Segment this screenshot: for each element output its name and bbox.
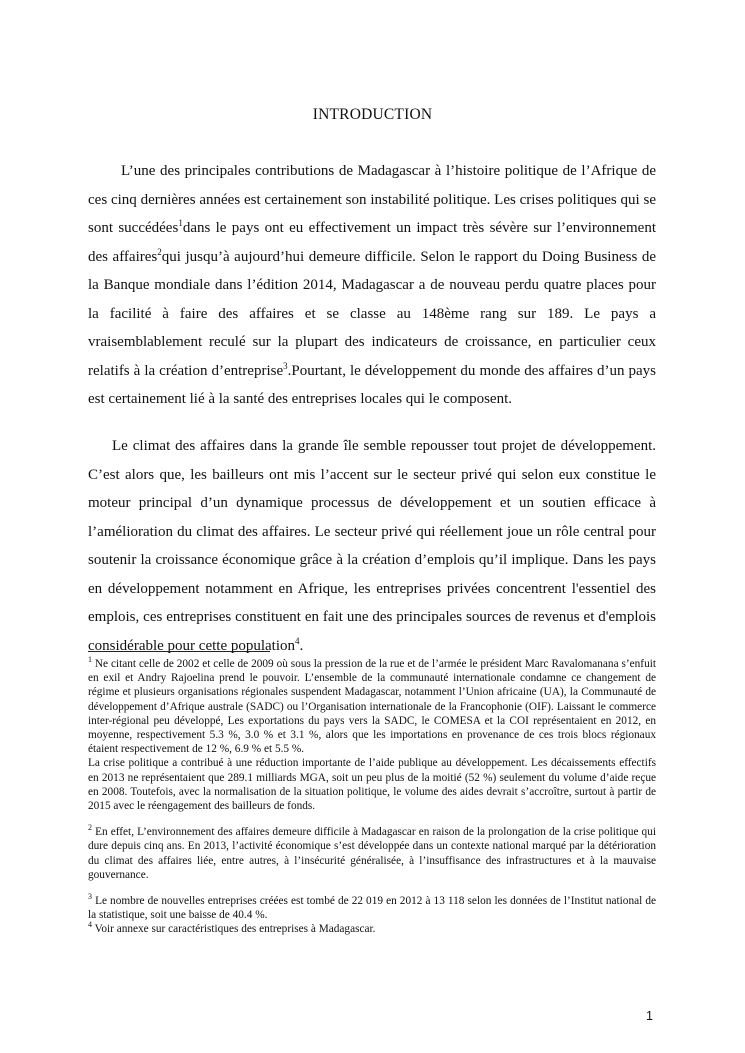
footnotes: [88, 657, 656, 937]
footnote-1: [88, 657, 656, 756]
footnote-text: Voir annexe sur caractéristiques des entreprises à Madagascar.: [92, 923, 376, 936]
footnote-number: 4: [88, 920, 92, 930]
footnote-text: Ne citant celle de 2002 et celle de 2009 où sous la pression de la rue et de l’armée le président Marc Ravalomanana s’enfuit en exil et Andry Rajoelina prend le pouvoir. L’ensemble de la communauté internationale condamne ce changement de régime et plusieurs organisations régionales suspendent Madagascar, notamment l’Union africaine (UA), la Communauté de développement d’Afrique australe (SADC) ou l’Organisation internationale de la Francophonie (OIF). Laissant le commerce inter-régional peu développé, Les exportations du pays vers la SADC, le COMESA et la COI représentaient en 2012, en moyenne, respectivement 5.3 %, 3.0 % et 3.1 %, alors que les importations en provenance de ces trois blocs régionaux étaient respectivement de 12 %, 6.9 % et 5.5 %.: [88, 658, 656, 756]
footnote-4: [88, 922, 656, 936]
footnote-ref-1[interactable]: 1: [178, 218, 183, 228]
footnote-text: En effet, L’environnement des affaires demeure difficile à Madagascar en raison de la prolongation de la crise politique qui dure depuis cinq ans. En 2013, l’activité économique s’est développée dans un contexte national marqué par la détérioration du climat des affaires liée, entre autres, à l’insécurité généralisée, à l’insuffisance des infrastructures et à la mauvaise gouvernance.: [88, 826, 656, 881]
footnote-number: 2: [88, 823, 92, 833]
paragraph-text: Le climat des affaires dans la grande île semble repousser tout projet de développement. C’est alors que, les bailleurs ont mis l’accent sur le secteur privé qui selon eux constitue le moteur principal d’un dynamique processus de développement et un soutien efficace à l’amélioration du climat des affaires. Le secteur privé qui réellement joue un rôle central pour soutenir la croissance économique grâce à la création d’emplois qu’il implique. Dans les pays en développement notamment en Afrique, les entreprises privées concentrent l'essentiel des emplois, ces entreprises constituent en fait une des principales sources de revenus et d'emplois considérable pour cette population: [88, 438, 656, 654]
footnote-2: [88, 825, 656, 882]
paragraph-2: [88, 432, 656, 660]
paragraph-text: .: [299, 637, 304, 654]
footnote-ref-3[interactable]: 3: [283, 360, 288, 371]
footnote-ref-2[interactable]: 2: [157, 246, 162, 257]
page-title: INTRODUCTION: [312, 106, 433, 123]
footnote-divider: [88, 651, 270, 652]
footnote-number: 3: [88, 892, 92, 902]
footnote-1-continuation: La crise politique a contribué à une réduction importante de l’aide publique au développement. Les décaissements effectifs en 2013 ne représentaient que 289.1 milliards MGA, soit un peu plus de la moitié (52 %) seulement du volume d’aide reçue en 2008. Toutefois, avec la normalisation de la situation politique, le volume des aides devrait s’accroître, surtout à partir de 2015 avec le réengagement des bailleurs de fonds.: [88, 757, 656, 813]
footnote-3: [88, 894, 656, 922]
paragraph-1: [88, 157, 656, 414]
footnote-ref-4[interactable]: 4: [295, 635, 300, 646]
paragraph-text: qui jusqu’à aujourd’hui demeure difficile. Selon le rapport du Doing Business de la Banque mondiale dans l’édition 2014, Madagascar a de nouveau perdu quatre places pour la facilité à faire des affaires et se classe au 148ème rang sur 189. Le pays a vraisemblablement reculé sur la plupart des indicateurs de croissance, en particulier ceux relatifs à la création d’entreprise: [88, 248, 657, 379]
footnote-number: 1: [88, 655, 92, 665]
footnote-text: Le nombre de nouvelles entreprises créées est tombé de 22 019 en 2012 à 13 118 selon les données de l’Institut national de la statistique, soit une baisse de 40.4 %.: [88, 895, 656, 922]
paragraph-text: dans le pays ont eu effectivement un impact très sévère sur l’environnement des affaires: [88, 220, 657, 265]
page-number: 1: [646, 1009, 653, 1023]
paragraph-text: L’une des principales contributions de Madagascar à l’histoire politique de l’Afrique de ces cinq dernières années est certainement son instabilité politique. Les crises politiques qui se sont succédées: [88, 163, 656, 236]
paragraph-text: .Pourtant, le développement du monde des affaires d’un pays est certainement lié à la santé des entreprises locales qui le composent.: [88, 362, 656, 407]
